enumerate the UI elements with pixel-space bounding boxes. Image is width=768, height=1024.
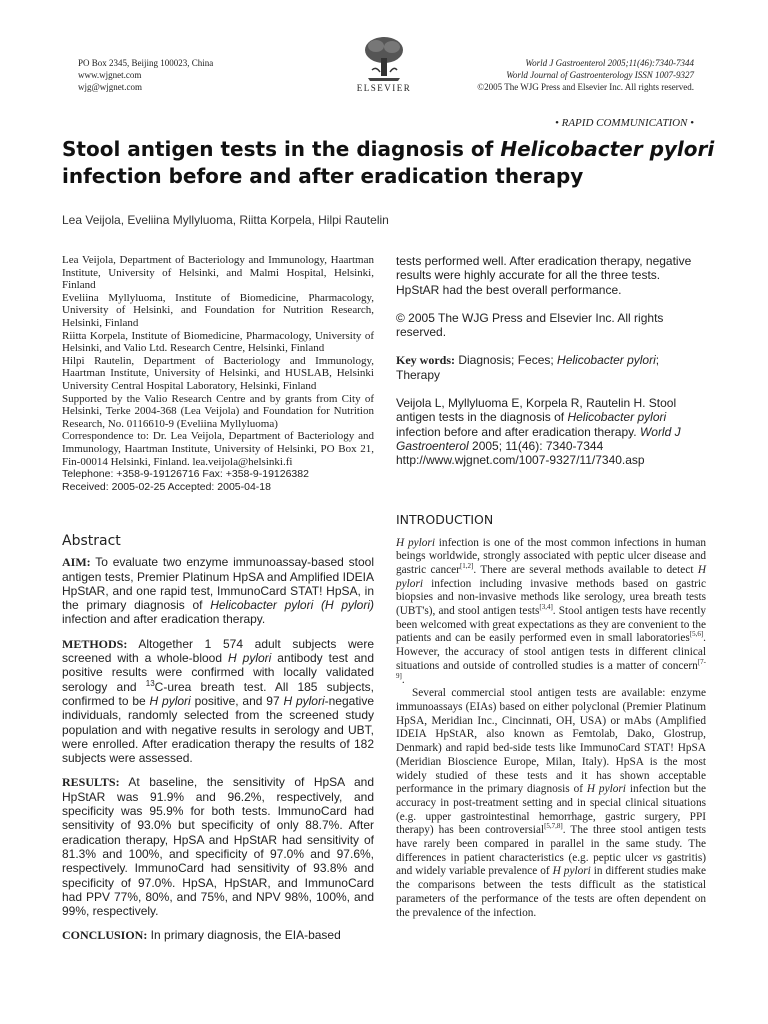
aim-italic: Helicobacter pylori (H pylori) [210, 598, 374, 613]
address-line: PO Box 2345, Beijing 100023, China [78, 58, 214, 68]
italic-text: vs [652, 851, 662, 864]
italic-text: H pylori [396, 563, 707, 590]
reference-marker[interactable]: [1,2] [459, 562, 474, 571]
abstract-body [62, 555, 374, 942]
body-text: gastritis) and widely variable prevalence of [396, 851, 707, 878]
abstract-heading: Abstract [62, 533, 121, 550]
abstract-methods [62, 637, 374, 766]
conclusion-text: In primary diagnosis, the EIA-based [147, 928, 341, 943]
aim-label: AIM: [62, 555, 91, 570]
body-text: . There are several methods available to detect [473, 563, 698, 576]
body-text: . However, the accuracy of stool antigen tests in different clinical situations and outside of controlled studies is a matter of concern [396, 632, 706, 672]
conclusion-label: CONCLUSION: [62, 928, 148, 943]
introduction-body [396, 537, 706, 921]
citation-text: 2005; 11(46): 7340-7344 [468, 438, 604, 453]
italic-text: H pylori [552, 865, 591, 878]
citation-journal: World J Gastroenterol [396, 424, 681, 453]
reference-marker[interactable]: [5,7,8] [544, 822, 563, 831]
abstract-copyright: © 2005 The WJG Press and Elsevier Inc. All rights reserved. [396, 310, 664, 340]
methods-italic: H pylori [149, 693, 191, 708]
keywords-italic: Helicobacter pylori [557, 353, 656, 368]
telephone-line: Telephone: +358-9-19126716 Fax: +358-9-19126382 [62, 468, 309, 481]
website-line: www.wjgnet.com [78, 70, 142, 80]
right-column [396, 254, 706, 920]
email-line: wjg@wjgnet.com [78, 82, 143, 92]
aim-text-end: infection and after eradication therapy. [62, 612, 266, 627]
body-text: . [401, 673, 405, 686]
title-italic: Helicobacter pylori [500, 137, 715, 161]
italic-text: H pylori [396, 536, 435, 549]
elsevier-logo [342, 34, 426, 96]
body-text: . The three stool antigen tests have rarely been compared in parallel in the same study. The differences in patient characteristics (e.g. peptic ulcer [396, 824, 706, 864]
author-list: Lea Veijola, Eveliina Myllyluoma, Riitta Korpela, Hilpi Rautelin [62, 213, 389, 227]
citation-italic: Helicobacter pylori [567, 410, 667, 425]
body-text: . Stool antigen tests have recently been welcomed with great expectations as they are convenient to the patients and can be easily performed even in small laboratories [396, 605, 706, 645]
citation-text: Veijola L, Myllyluoma E, Korpela R, Rautelin H. Stool antigen tests in the diagnosis of [396, 396, 677, 425]
methods-text: antibody test and positive results were confirmed with locally validated serology and [62, 651, 374, 694]
section-tag: • RAPID COMMUNICATION • [555, 117, 694, 129]
received-line: Received: 2005-02-25 Accepted: 2005-04-18 [62, 480, 271, 493]
journal-citation-header [477, 57, 694, 93]
methods-text: -negative individuals, randomly selected from the screened study population and with negative results in serology and UBT, were enrolled. After eradication therapy the results of 182 subjects were assessed. [62, 693, 375, 766]
results-label: RESULTS: [62, 775, 120, 790]
journal-issn-line: World Journal of Gastroenterology ISSN 1007-9327 [506, 70, 694, 80]
affiliation-item: Riitta Korpela, Institute of Biomedicine, Pharmacology, University of Helsinki, and Valio Ltd. Research Centre, Helsinki, Finland [62, 329, 374, 355]
introduction-heading: INTRODUCTION [396, 511, 494, 527]
copyright-line: ©2005 The WJG Press and Elsevier Inc. All rights reserved. [477, 82, 694, 92]
reference-marker[interactable]: [5,6] [689, 630, 704, 639]
correspondence-note: Correspondence to: Dr. Lea Veijola, Department of Bacteriology and Immunology, Haartman Institute, University of Helsinki, PO Box 21, Fin-00014 Helsinki, Finland. lea.veijola@helsinki.fi [62, 430, 374, 468]
methods-italic: H pylori [228, 651, 272, 666]
abstract-results [62, 775, 374, 918]
methods-text: Altogether 1 574 adult subjects were screened with a whole-blood [62, 636, 374, 666]
publisher-name: ELSEVIER [356, 83, 412, 93]
keywords-text: ; Therapy [396, 353, 660, 382]
citation-text: infection before and after eradication therapy. [396, 424, 640, 439]
affiliations [62, 254, 374, 493]
methods-label: METHODS: [62, 636, 128, 651]
results-text: At baseline, the sensitivity of HpSA and HpStAR was 91.9% and 96.2%, respectively, and specificity was 95.9% for both tests. ImmunoCard had sensitivity of 93.0% but specificity of only 88.7%. After eradication therapy, HpSA and HpStAR had sensitivity of 81.3% and 100%, and specificity of 97.0% and 97.6%, respectively. ImmunoCard had sensitivity of 93.8% and specificity of 97.0%. HpSA, HpStAR, and ImmunoCard had PPV 77%, 80%, and 75%, and NPV 98%, 100%, and 99%, respectively. [62, 775, 374, 919]
keywords [396, 353, 706, 382]
body-text: in different studies make the comparisons between the tests difficult as the statistical parameters of the performance of the tests are often dependent on the prevalence of the infection. [396, 865, 707, 919]
citation-url-link[interactable]: http://www.wjgnet.com/1007-9327/11/7340.asp [396, 453, 645, 468]
journal-issue-line: World J Gastroenterol 2005;11(46):7340-7344 [525, 58, 694, 68]
body-text: infection including invasive methods based on gastric biopsies and non-invasive methods like serology, urea breath tests (UBT's), and stool antigen tests [396, 577, 706, 618]
methods-superscript: 13 [145, 678, 155, 688]
tree-logo-icon [362, 34, 406, 82]
keywords-label: Key words: [396, 353, 455, 368]
intro-paragraph-1 [396, 537, 706, 688]
abstract-conclusion [62, 928, 374, 942]
article-title [62, 136, 722, 190]
reference-marker[interactable]: [3,4] [539, 603, 553, 612]
journal-address [78, 57, 213, 93]
intro-paragraph-2 [396, 687, 706, 920]
left-column [62, 254, 374, 953]
keywords-text: Diagnosis; Feces; [455, 353, 558, 368]
body-text: infection but the accuracy in post-treatment setting and in special clinical situations (e.g. upper gastrointestinal hemorrhage, gastric surgery, PPI therapy) has been controversial [396, 783, 706, 837]
abstract-cont-text: tests performed well. After eradication therapy, negative results were highly accurate for all the three tests. HpStAR had the best overall performance. [396, 254, 692, 297]
citation [396, 396, 706, 467]
affiliation-item: Eveliina Myllyluoma, Institute of Biomedicine, Pharmacology, University of Helsinki, and Foundation for Nutrition Research, Helsinki, Finland [62, 291, 374, 329]
abstract-aim [62, 555, 374, 626]
funding-note: Supported by the Valio Research Centre and by grants from City of Helsinki, Terke 2004-368 (Lea Veijola) and Foundation for Nutrition Research, No. 0116610-9 (Eveliina Myllyluoma) [62, 392, 374, 430]
body-text: Several commercial stool antigen tests are available: enzyme immunoassays (EIAs) based on either polyclonal (Premier Platinum HpSA, Meridian Inc., Cincinnati, OH, USA) or mAbs (Amplified IDEIA HpStAR, also known as Femtolab, Dako, Glostrup, Denmark) and rapid bed-side tests like ImmunoCard STAT! HpSA (Meridian Bioscience Europe, Milan, Italy). HpSA is the most widely studied of these tests and it has shown acceptable performance in the primary diagnosis of [396, 687, 706, 796]
methods-text: positive, and 97 [190, 693, 284, 708]
reference-marker[interactable]: [7-9] [396, 658, 706, 680]
title-part-1: Stool antigen tests in the diagnosis of [62, 137, 501, 161]
title-part-2: infection before and after eradication therapy [62, 164, 584, 188]
italic-text: H pylori [586, 783, 626, 796]
methods-text: C-urea breath test. All 185 subjects, confirmed to be [62, 679, 374, 708]
methods-italic: H pylori [283, 693, 325, 708]
affiliation-item: Lea Veijola, Department of Bacteriology and Immunology, Haartman Institute, University of Helsinki, and Malmi Hospital, Helsinki, Finland [62, 254, 374, 292]
body-text: infection is one of the most common infections in human beings worldwide, strongly associated with peptic ulcer disease and gastric cancer [396, 536, 706, 576]
aim-text: To evaluate two enzyme immunoassay-based stool antigen tests, Premier Platinum HpSA and Amplified IDEIA HpStAR, and one rapid test, ImmunoCard STAT! HpSA, in the primary diagnosis of [62, 555, 374, 613]
abstract-continuation [396, 254, 706, 468]
affiliation-item: Hilpi Rautelin, Department of Bacteriology and Immunology, Haartman Institute, University of Helsinki, and HUSLAB, Helsinki University Central Hospital Laboratory, Helsinki, Finland [62, 354, 374, 392]
